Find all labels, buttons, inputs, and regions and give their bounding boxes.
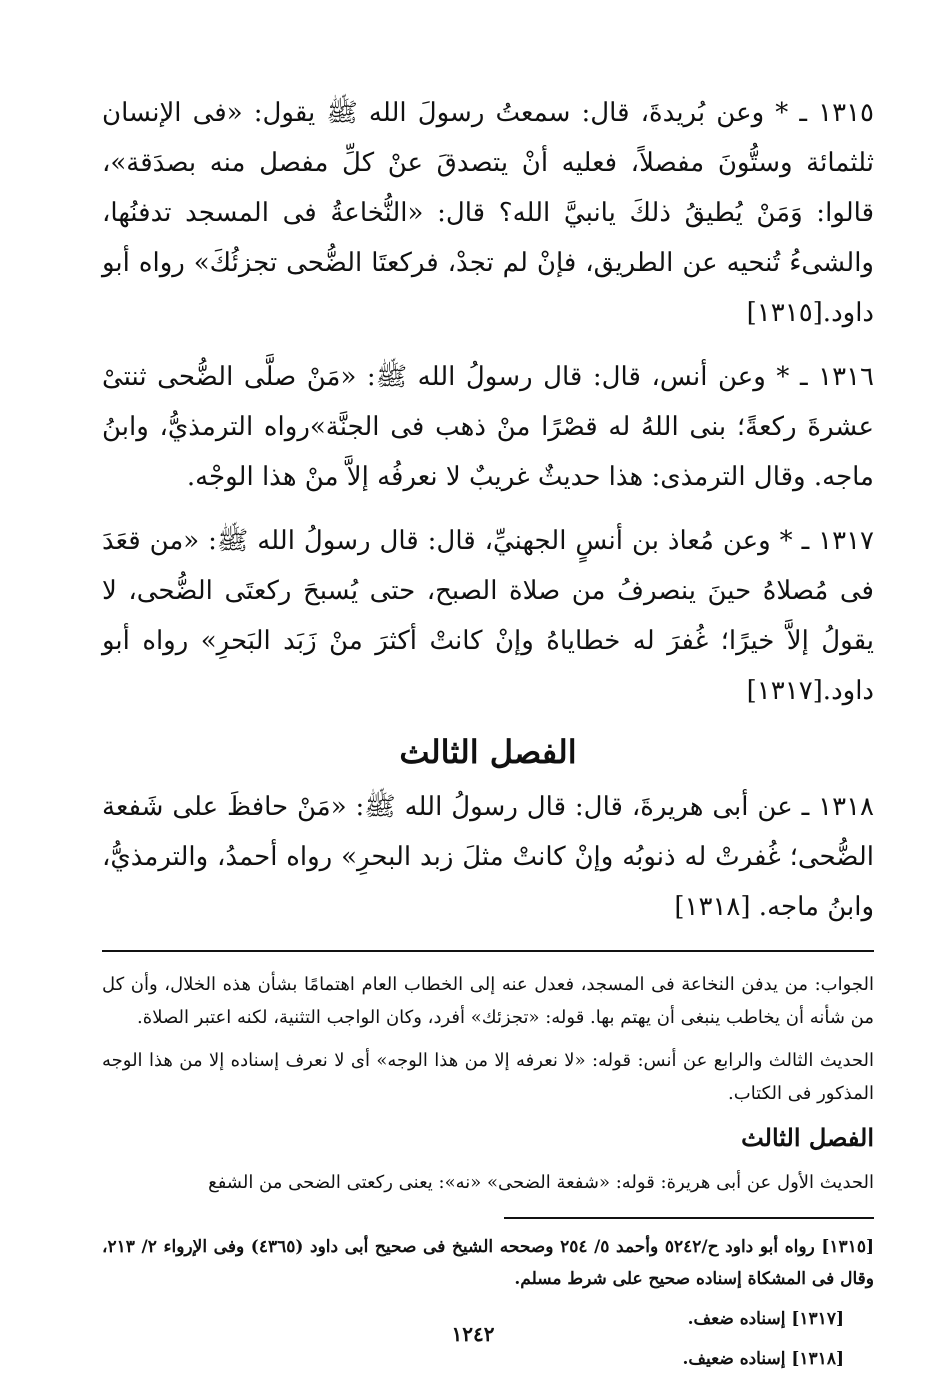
commentary-paragraph: الحديث الأول عن أبى هريرة: قوله: «شفعة الضحى» «نه»: يعنى ركعتى الضحى من الشفع	[208, 1172, 874, 1193]
section-title: الفصل الثالث	[399, 733, 577, 771]
page-number: ١٢٤٢	[451, 1322, 495, 1346]
footnote-1315: [١٣١٥] رواه أبو داود ح/٥٢٤٢ وأحمد ٥/ ٢٥٤ وصححه الشيخ فى صحيح أبى داود (٤٣٦٥) وفى الإرواء ٢/ ٢١٣، وقال فى المشكاة إسناده صحيح على شرط مسلم.	[102, 1237, 874, 1289]
commentary-paragraph: الحديث الثالث والرابع عن أنس: قوله: «لا نعرفه إلا من هذا الوجه» أى لا نعرف إسناده إلا من هذا الوجه المذكور فى الكتاب.	[102, 1050, 874, 1104]
hadith-1316: ١٣١٦ ـ * وعن أنس، قال: قال رسولُ الله ﷺ: «مَنْ صلَّى الضُّحى ثنتىْ عشرةَ ركعةً؛ بنى اللهُ له قصْرًا منْ ذهب فى الجنَّة»رواه الترمذيُّ، وابنُ ماجه. وقال الترمذى: هذا حديثٌ غريبٌ لا نعرفُه إلاَّ منْ هذا الوجْه.	[102, 362, 874, 492]
hadith-1315: ١٣١٥ ـ * وعن بُريدةَ، قال: سمعتُ رسولَ الله ﷺ يقول: «فى الإنسان ثلثمائة وستُّونَ مفصلاً، فعليه أنْ يتصدقَ عنْ كلِّ مفصل منه بصدَقة»، قالوا: وَمَنْ يُطيقُ ذلكَ يانبيَّ الله؟ قال: «النُّخاعةُ فى المسجد تدفنُها، والشىءُ تُنحيه عن الطريق، فإنْ لم تجدْ، فركعتَا الضُّحى تجزئُكَ» رواه أبو داود.[١٣١٥]	[102, 98, 874, 328]
footnote-1318: [١٣١٨] إسناده ضعيف.	[682, 1349, 844, 1369]
footnotes	[102, 1231, 874, 1375]
footnote-1317: [١٣١٧] إسناده ضعف.	[687, 1309, 844, 1329]
footnote-divider	[504, 1217, 874, 1219]
commentary-divider	[102, 950, 874, 952]
hadith-1318: ١٣١٨ ـ عن أبى هريرةَ، قال: قال رسولُ الله ﷺ: «مَنْ حافظَ على شَفعة الضُّحى؛ غُفرتْ له ذنوبُه وإنْ كانتْ مثلَ زبد البحرِ» رواه أحمدُ، والترمذيُّ، وابنُ ماجه. [١٣١٨]	[102, 792, 874, 922]
hadith-text	[102, 88, 874, 932]
hadith-1317: ١٣١٧ ـ * وعن مُعاذ بن أنسٍ الجهنيِّ، قال: قال رسولُ الله ﷺ: «من قعَدَ فى مُصلاهُ حينَ ينصرفُ من صلاة الصبح، حتى يُسبحَ ركعتَى الضُّحى، لا يقولُ إلاَّ خيرًا؛ غُفرَ له خطاياهُ وإنْ كانتْ أكثرَ منْ زَبَد البَحرِ» رواه أبو داود.[١٣١٧]	[102, 526, 874, 706]
commentary	[102, 968, 874, 1199]
commentary-paragraph: الجواب: من يدفن النخاعة فى المسجد، فعدل عنه إلى الخطاب العام اهتمامًا بشأن هذه الخلال، وأن كل من شأنه أن يخاطب ينبغى أن يهتم بها. قوله: «تجزئك» أفرد، وكان الواجب التثنية، لكنه اعتبر الصلاة.	[102, 974, 874, 1028]
commentary-section-title: الفصل الثالث	[741, 1123, 874, 1152]
